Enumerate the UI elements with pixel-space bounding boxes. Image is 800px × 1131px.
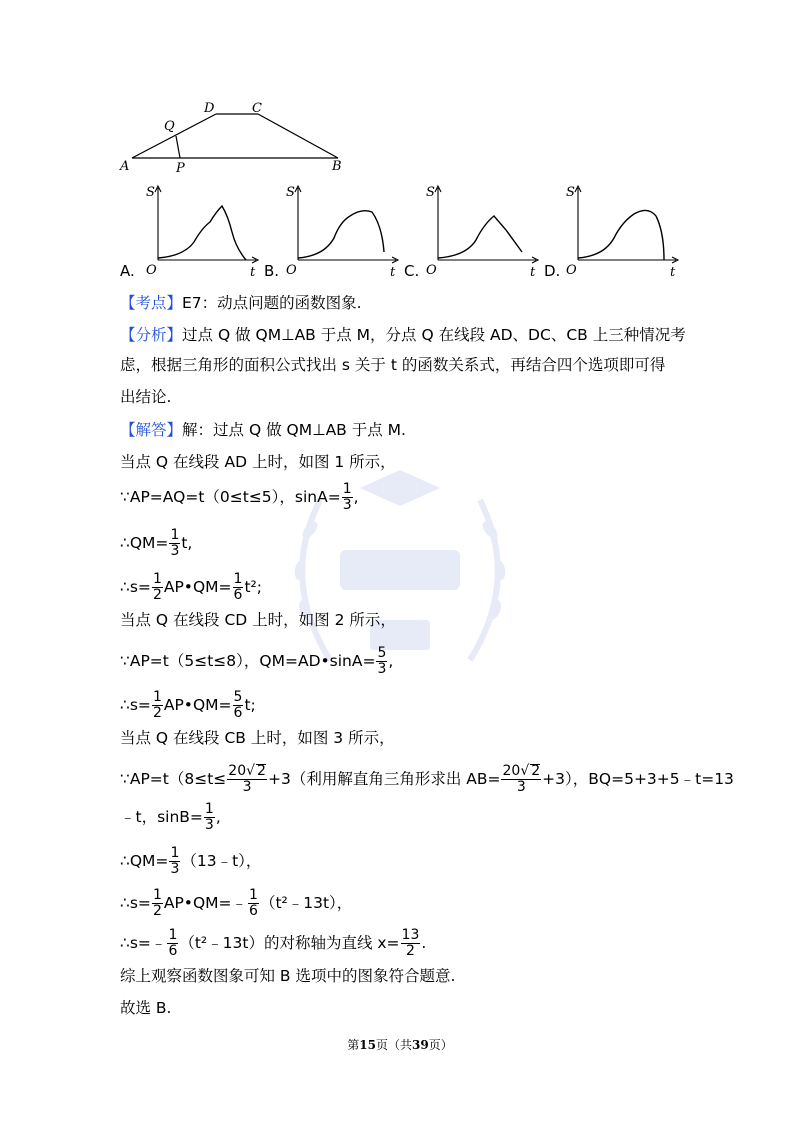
fenxi-line-1: [120, 325, 686, 345]
option-c-axis-t: t: [530, 265, 536, 280]
case3-l1-mid: +3（利用解直角三角形求出 AB=: [267, 770, 501, 788]
case2-l2-tail: t;: [244, 696, 256, 714]
footer-post: 页）: [428, 1038, 453, 1052]
case2-l1-text: ∵AP=t（5≤t≤8），QM=AD•sinA=: [120, 652, 376, 670]
denominator: 3: [342, 497, 352, 513]
case3-l5-mid: （t²﹣13t）的对称轴为直线 x=: [179, 934, 400, 952]
option-b-origin: O: [286, 263, 297, 278]
sqrt-symbol: √: [246, 763, 256, 779]
option-d-origin: O: [566, 263, 577, 278]
fraction: [169, 846, 180, 877]
option-d-label: D.: [544, 262, 561, 280]
case3-l4-tail: （t²﹣13t），: [259, 894, 353, 912]
radicand: 2: [257, 763, 266, 779]
case3-l4-text: ∴s=: [120, 894, 151, 912]
options-row: [120, 182, 680, 282]
option-a-graph: [144, 182, 268, 282]
jieda-line: [120, 420, 406, 440]
fraction: [227, 764, 267, 795]
case3-l4-mid: AP•QM=﹣: [163, 894, 248, 912]
case3-l3-text: ∴QM=: [120, 852, 169, 870]
case3-line-4: [120, 888, 352, 919]
numerator: 13: [401, 927, 420, 943]
option-c-axis-s: S: [426, 185, 435, 200]
point-label-d: D: [204, 101, 215, 116]
numerator: [227, 764, 267, 780]
case3-l5-text: ∴s=﹣: [120, 934, 167, 952]
option-b-axis-t: t: [390, 265, 396, 280]
case1-l2-tail: t,: [181, 534, 193, 552]
denominator: 6: [233, 587, 243, 603]
case3-title: 当点 Q 在线段 CB 上时，如图 3 所示，: [120, 729, 395, 747]
case1-l3-tail: t²;: [244, 578, 262, 596]
fraction: [152, 572, 163, 603]
denominator: 2: [406, 943, 415, 959]
case3-l1-tail: +3），BQ=5+3+5﹣t=13: [542, 770, 734, 788]
denominator: 2: [152, 587, 162, 603]
option-a-axis-t: t: [250, 265, 256, 280]
case3-line-1: [120, 764, 734, 795]
kaodian-tag: 【考点】: [120, 294, 183, 312]
numerator: 5: [233, 689, 243, 705]
case1-line-2: [120, 528, 192, 559]
denominator: 2: [152, 903, 162, 919]
answer-line: 故选 B.: [120, 999, 172, 1017]
point-label-b: B: [332, 159, 342, 174]
point-label-p: P: [176, 161, 185, 176]
sqrt-symbol: √: [520, 763, 530, 779]
numerator: 1: [152, 571, 162, 587]
case1-l1-text: ∵AP=AQ=t（0≤t≤5），sinA=: [120, 488, 341, 506]
case3-line-3: [120, 846, 261, 877]
numerator: 1: [152, 689, 162, 705]
case3-line-2: [120, 802, 221, 833]
numerator: 1: [342, 481, 352, 497]
denominator: 2: [152, 705, 162, 721]
kaodian-line: [120, 293, 362, 313]
page-number: 15: [359, 1038, 376, 1052]
option-b-graph: [284, 182, 408, 282]
fraction: [204, 802, 215, 833]
denominator: 3: [516, 779, 526, 795]
case1-title: 当点 Q 在线段 AD 上时，如图 1 所示，: [120, 453, 396, 471]
denominator: 3: [204, 817, 214, 833]
case2-l2-text: ∴s=: [120, 696, 151, 714]
option-a-origin: O: [146, 263, 157, 278]
option-a-axis-s: S: [146, 185, 155, 200]
case3-l1-text: ∵AP=t（8≤t≤: [120, 770, 227, 788]
denominator: 3: [170, 861, 180, 877]
numerator: 1: [204, 801, 214, 817]
denominator: 6: [249, 903, 258, 919]
fenxi-line-3: 出结论.: [120, 388, 172, 406]
numerator: 1: [170, 527, 180, 543]
point-label-a: A: [120, 159, 130, 174]
trapezoid-figure: [118, 96, 358, 178]
denominator: 6: [233, 705, 243, 721]
fraction: [233, 572, 244, 603]
fenxi-text-1: 过点 Q 做 QM⊥AB 于点 M，分点 Q 在线段 AD、DC、CB 上三种情况考: [182, 326, 686, 344]
fraction: [401, 928, 421, 959]
case2-line-2: [120, 690, 256, 721]
fraction: [342, 482, 353, 513]
denominator: 3: [377, 661, 387, 677]
conclusion-line: 综上观察函数图象可知 B 选项中的图象符合题意.: [120, 967, 456, 985]
footer-pre: 第: [347, 1038, 360, 1052]
option-d-axis-s: S: [566, 185, 575, 200]
option-d-axis-t: t: [670, 265, 676, 280]
denominator: 6: [168, 943, 178, 959]
option-c-graph: [424, 182, 548, 282]
fraction: [152, 690, 163, 721]
fenxi-line-2: 虑，根据三角形的面积公式找出 s 关于 t 的函数关系式，再结合四个选项即可得: [120, 356, 666, 374]
footer-mid: 页（共: [375, 1038, 412, 1052]
case2-line-1: [120, 646, 393, 677]
numerator: 1: [152, 887, 162, 903]
case1-l3-text: ∴s=: [120, 578, 151, 596]
page-footer: [0, 1036, 800, 1053]
option-d-graph: [564, 182, 688, 282]
case3-l5-tail: .: [421, 934, 427, 952]
option-b-axis-s: S: [286, 185, 295, 200]
option-c-label: C.: [404, 262, 420, 280]
case1-line-3: [120, 572, 262, 603]
case1-line-1: [120, 482, 359, 513]
case1-l1-tail: ,: [353, 488, 359, 506]
fraction: [233, 690, 244, 721]
option-a-label: A.: [120, 262, 135, 280]
numerator: 1: [170, 845, 180, 861]
case2-l1-tail: ,: [388, 652, 394, 670]
case3-line-5: [120, 928, 426, 959]
numerator: 1: [233, 571, 243, 587]
fenxi-tag: 【分析】: [120, 326, 183, 344]
case1-l2-text: ∴QM=: [120, 534, 169, 552]
case3-l2-tail: ,: [215, 808, 221, 826]
kaodian-text: E7：动点问题的函数图象.: [182, 294, 362, 312]
option-b-label: B.: [264, 262, 280, 280]
numerator: 1: [249, 887, 258, 903]
numerator: 5: [377, 645, 387, 661]
fraction: [248, 888, 259, 919]
point-label-c: C: [252, 101, 262, 116]
case1-l3-mid: AP•QM=: [163, 578, 232, 596]
case2-title: 当点 Q 在线段 CD 上时，如图 2 所示，: [120, 611, 396, 629]
coef: 20: [502, 763, 521, 779]
jieda-tag: 【解答】: [120, 421, 183, 439]
numerator: [501, 764, 541, 780]
fraction: [501, 764, 541, 795]
case2-l2-mid: AP•QM=: [163, 696, 232, 714]
page-total: 39: [412, 1038, 429, 1052]
coef: 20: [228, 763, 247, 779]
fraction: [152, 888, 163, 919]
case3-l3-tail: （13﹣t），: [181, 852, 262, 870]
case3-l2-text: ﹣t，sinB=: [120, 808, 203, 826]
denominator: 3: [242, 779, 252, 795]
numerator: 1: [168, 927, 178, 943]
jieda-text: 解：过点 Q 做 QM⊥AB 于点 M.: [182, 421, 406, 439]
point-label-q: Q: [164, 119, 175, 134]
fraction: [169, 528, 180, 559]
fraction: [167, 928, 178, 959]
denominator: 3: [170, 543, 180, 559]
radicand: 2: [531, 763, 541, 779]
option-c-origin: O: [426, 263, 437, 278]
fraction: [376, 646, 387, 677]
